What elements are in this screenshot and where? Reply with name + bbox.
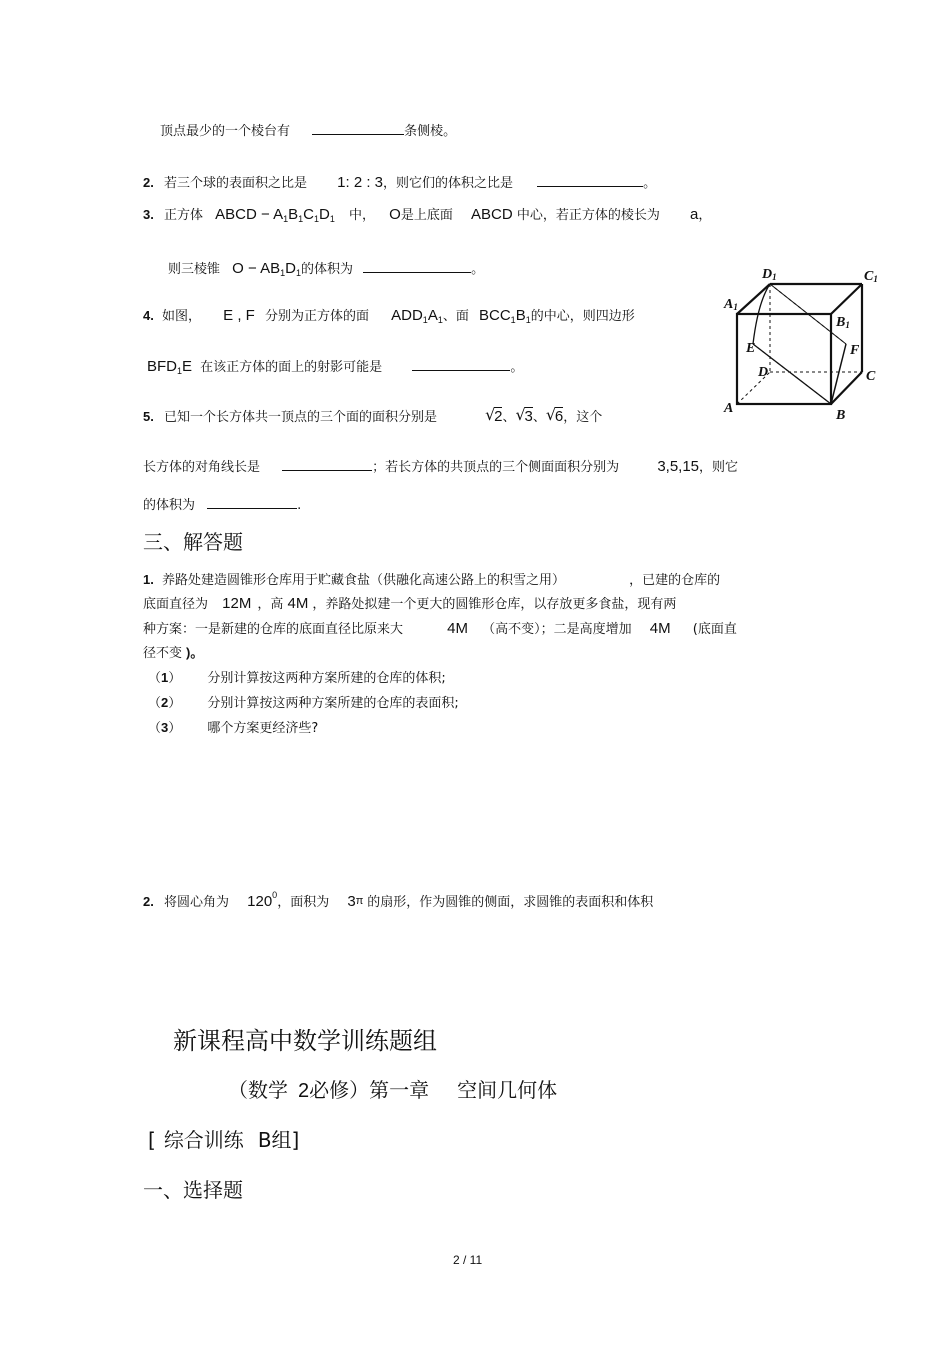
punctuation: . <box>297 498 302 513</box>
question-text: ，养路处拟建一个更大的圆锥形仓库，以存放更多食盐，现有两 <box>312 597 677 612</box>
question-text: 若三个球的表面积之比是 <box>163 176 307 191</box>
question-text: 则三棱锥 <box>168 262 221 277</box>
question-text: ，面积为 <box>277 895 330 910</box>
math-base: ABCD <box>470 206 513 223</box>
item-number: 3 <box>161 720 169 735</box>
answer-blank <box>312 120 404 135</box>
math-value: 12M <box>222 595 252 612</box>
question-text: 的扇形，作为圆锥的侧面，求圆锥的表面积和体积 <box>367 895 654 910</box>
question-2 <box>143 172 656 193</box>
question-text: 中心，若正方体的棱长为 <box>516 208 660 223</box>
question-text: 长方体的对角线长是 <box>143 460 261 475</box>
question-text: 的中心，则四边形 <box>530 309 635 324</box>
answer-blank <box>207 494 297 509</box>
question-3-line2 <box>168 258 484 282</box>
math-cube: ABCD − $A_1B_1C_1D_1$ <box>215 206 335 224</box>
question-text: 已知一个长方体共一顶点的三个面的面积分别是 <box>163 410 437 425</box>
group-label: [ 综合训练 B组] <box>148 1128 300 1152</box>
math-pyramid: $O - AB_1D_1$ <box>232 260 301 278</box>
sub-item-1: （1） 分别计算按这两种方案所建的仓库的体积; <box>148 670 446 686</box>
section-heading: 一、选择题 <box>143 1178 243 1202</box>
label-B1: B1 <box>836 315 850 330</box>
question-number: 4 <box>143 308 151 323</box>
math-var: a <box>689 206 699 223</box>
problem-2 <box>143 886 653 912</box>
question-text: 的体积为 <box>143 498 196 513</box>
label-F: F <box>850 343 860 358</box>
punctuation: 。 <box>510 360 524 375</box>
math-area: 3π <box>347 893 364 910</box>
label-A: A <box>724 401 734 416</box>
label-B: B <box>836 408 846 423</box>
label-D: D <box>758 365 769 380</box>
cube-figure <box>718 262 888 427</box>
answer-blank <box>537 172 643 187</box>
page-number: 2 / 11 <box>453 1253 483 1267</box>
item-number: 2 <box>161 695 169 710</box>
question-number: 5. <box>143 409 154 424</box>
question-text: 如图， <box>162 309 202 324</box>
question-text: 顶点最少的一个棱台有 <box>160 124 291 139</box>
math-value: 4M <box>447 620 468 637</box>
math-quad: $BFD_1E$ <box>147 358 193 376</box>
question-text: 是上底面 <box>400 208 453 223</box>
punctuation: ， <box>698 208 712 223</box>
math-areas: 3,5,15 <box>657 458 700 475</box>
question-number: 3. <box>143 207 154 222</box>
sub-item-2: （2） 分别计算按这两种方案所建的仓库的表面积; <box>148 695 459 711</box>
answer-blank <box>282 456 372 471</box>
question-tail-line <box>160 120 456 141</box>
question-text: ，则它 <box>699 460 739 475</box>
math-points: E , F <box>223 307 255 324</box>
math-face: $ADD_1A_1$ <box>391 307 443 325</box>
book-subtitle: （数学 2必修）第一章 空间几何体 <box>228 1078 558 1102</box>
question-text: 将圆心角为 <box>163 895 229 910</box>
question-4 <box>143 307 635 329</box>
math-ratio: 1: 2 : 3 <box>337 174 384 191</box>
question-text: （高不变）；二是高度增加 <box>482 622 632 637</box>
math-value: 4M <box>287 595 309 612</box>
question-number: 1 <box>143 572 151 587</box>
question-text: ，高 <box>257 597 284 612</box>
question-5 <box>143 408 602 427</box>
label-A1: A1 <box>724 297 738 312</box>
item-text: 分别计算按这两种方案所建的仓库的表面积; <box>207 696 459 711</box>
punctuation: )。 <box>186 645 204 660</box>
question-text: ，这个 <box>563 410 603 425</box>
punctuation: 。 <box>643 176 657 191</box>
question-5-line2 <box>143 456 738 477</box>
item-number: 1 <box>161 670 169 685</box>
sub-item-3: （3） 哪个方案更经济些? <box>148 720 319 736</box>
question-text: 种方案：一是新建的仓库的底面直径比原来大 <box>143 622 404 637</box>
question-text: 养路处建造圆锥形仓库用于贮藏食盐（供融化高速公路上的积雪之用） <box>162 573 566 588</box>
problem-1-line2 <box>143 595 676 614</box>
math-value: 4M <box>649 620 671 637</box>
problem-1-line1 <box>143 571 720 590</box>
question-text: 条侧棱。 <box>404 124 457 139</box>
question-text: 、面 <box>442 309 469 324</box>
question-text: 径不变 <box>143 646 183 661</box>
item-text: 哪个方案更经济些? <box>207 721 319 736</box>
punctuation: . <box>150 572 154 587</box>
label-C1: C1 <box>864 269 878 284</box>
question-text: ，则它们的体积之比是 <box>383 176 514 191</box>
math-roots: √ 2、√ 3、√ 6 <box>485 408 563 425</box>
punctuation: 。 <box>471 262 485 277</box>
question-text: 中， <box>349 208 376 223</box>
item-text: 分别计算按这两种方案所建的仓库的体积; <box>207 671 446 686</box>
question-text: 在该正方体的面上的射影可能是 <box>200 360 383 375</box>
question-3 <box>143 206 711 228</box>
question-number: 2. <box>143 894 154 909</box>
question-4-line2 <box>147 356 523 380</box>
label-D1: D1 <box>762 267 777 282</box>
answer-blank <box>412 356 510 371</box>
math-point: O <box>389 206 401 223</box>
question-text: (底面直 <box>692 622 737 637</box>
question-text: ；若长方体的共顶点的三个侧面面积分别为 <box>372 460 620 475</box>
question-text: 分别为正方体的面 <box>264 309 369 324</box>
question-text: ，已建的仓库的 <box>629 573 721 588</box>
question-text: 底面直径为 <box>143 597 209 612</box>
question-number: 2. <box>143 175 154 190</box>
question-text: 正方体 <box>163 208 203 223</box>
problem-1-line4 <box>143 644 203 663</box>
problem-1-line3 <box>143 620 737 639</box>
question-text: 的体积为 <box>300 262 353 277</box>
section-heading: 三、解答题 <box>143 530 243 554</box>
label-C: C <box>866 369 876 384</box>
question-5-line3 <box>143 494 301 515</box>
book-title: 新课程高中数学训练题组 <box>173 1027 437 1055</box>
math-face: $BCC_1B_1$ <box>479 307 531 325</box>
punctuation: . <box>150 308 154 323</box>
label-E: E <box>746 341 756 356</box>
math-angle: $120^0$ <box>247 890 278 910</box>
answer-blank <box>363 258 471 273</box>
